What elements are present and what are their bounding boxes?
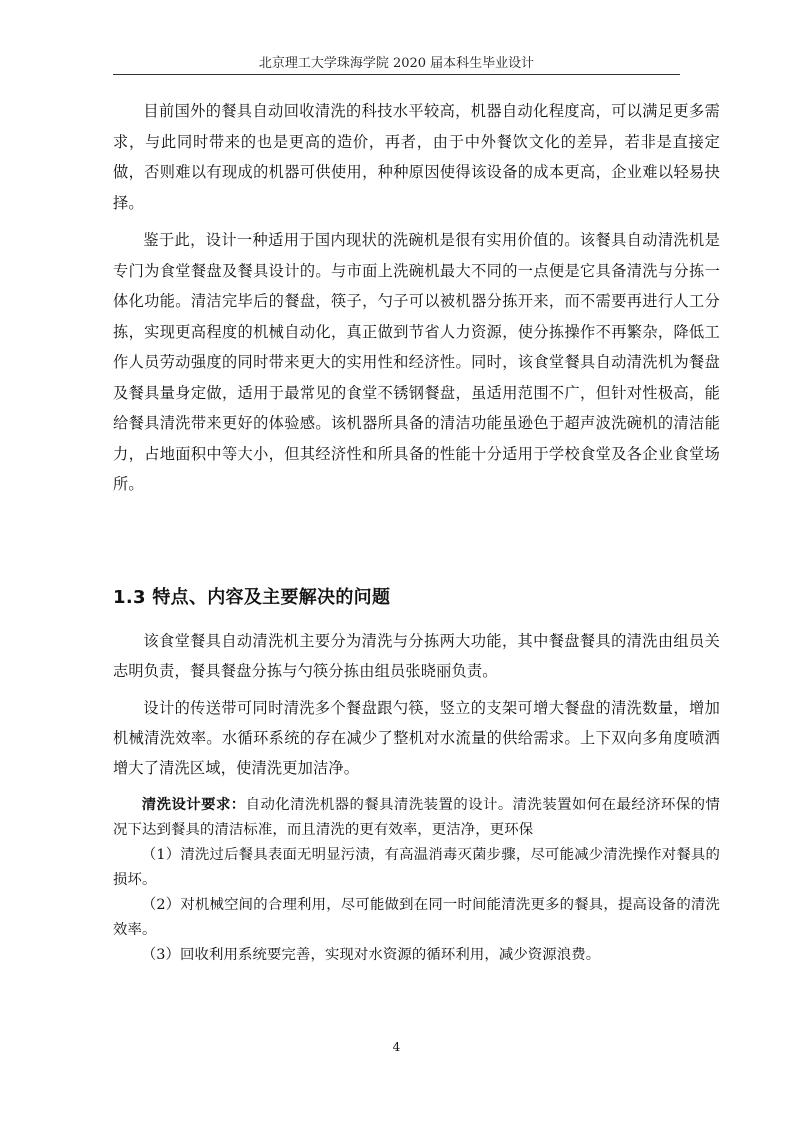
requirements-lead: 清洗设计要求： [141,797,246,813]
requirement-item: （2）对机械空间的合理利用，尽可能做到在同一时间能清洗更多的餐具，提高设备的清洗效率。 [113,897,720,938]
page-number: 4 [392,1040,401,1054]
requirement-item: （3）回收利用系统要完善，实现对水资源的循环利用，减少资源浪费。 [141,947,601,963]
requirements-block [113,793,720,968]
paragraph: 设计的传送带可同时清洗多个餐盘跟勺筷，竖立的支架可增大餐盘的清洗数量，增加机械清洗效率。水循环系统的存在减少了整机对水流量的供给需求。上下双向多角度喷洒增大了清洗区域，使清洗更加洁净。 [113,699,720,777]
paragraph: 目前国外的餐具自动回收清洗的科技水平较高，机器自动化程度高，可以满足更多需求，与此同时带来的也是更高的造价，再者，由于中外餐饮文化的差异，若非是直接定做，否则难以有现成的机器可供使用，种种原因使得该设备的成本更高，企业难以轻易抉择。 [113,102,720,212]
section-heading: 1.3 特点、内容及主要解决的问题 [113,587,391,608]
body-section-features [113,626,720,783]
paragraph: 鉴于此，设计一种适用于国内现状的洗碗机是很有实用价值的。该餐具自动清洗机是专门为食堂餐盘及餐具设计的。与市面上洗碗机最大不同的一点便是它具备清洗与分拣一体化功能。清洁完毕后的餐盘，筷子，勺子可以被机器分拣开来，而不需要再进行人工分拣，实现更高程度的机械自动化，真正做到节省人力资源，使分拣操作不再繁杂，降低工作人员劳动强度的同时带来更大的实用性和经济性。同时，该食堂餐具自动清洗机为餐盘及餐具量身定做，适用于最常见的食堂不锈钢餐盘，虽适用范围不广，但针对性极高，能给餐具清洗带来更好的体验感。该机器所具备的清洁功能虽逊色于超声波洗碗机的清洁能力，占地面积中等大小，但其经济性和所具备的性能十分适用于学校食堂及各企业食堂场所。 [113,231,720,493]
header-divider [113,74,680,75]
requirement-item: （1）清洗过后餐具表面无明显污渍，有高温消毒灭菌步骤，尽可能减少清洗操作对餐具的损坏。 [113,847,720,888]
paragraph: 该食堂餐具自动清洗机主要分为清洗与分拣两大功能，其中餐盘餐具的清洗由组员关志明负责，餐具餐盘分拣与勺筷分拣由组员张晓丽负责。 [113,632,720,680]
requirements-intro [113,793,720,843]
body-section-intro [113,96,720,500]
page-header: 北京理工大学珠海学院 2020 届本科生毕业设计 [258,56,535,71]
requirements-text: 自动化清洗机器的餐具清洗装置的设计。清洗装置如何在最经济环保的情况下达到餐具的清洁标准，而且清洗的更有效率，更洁净，更环保 [113,797,720,838]
